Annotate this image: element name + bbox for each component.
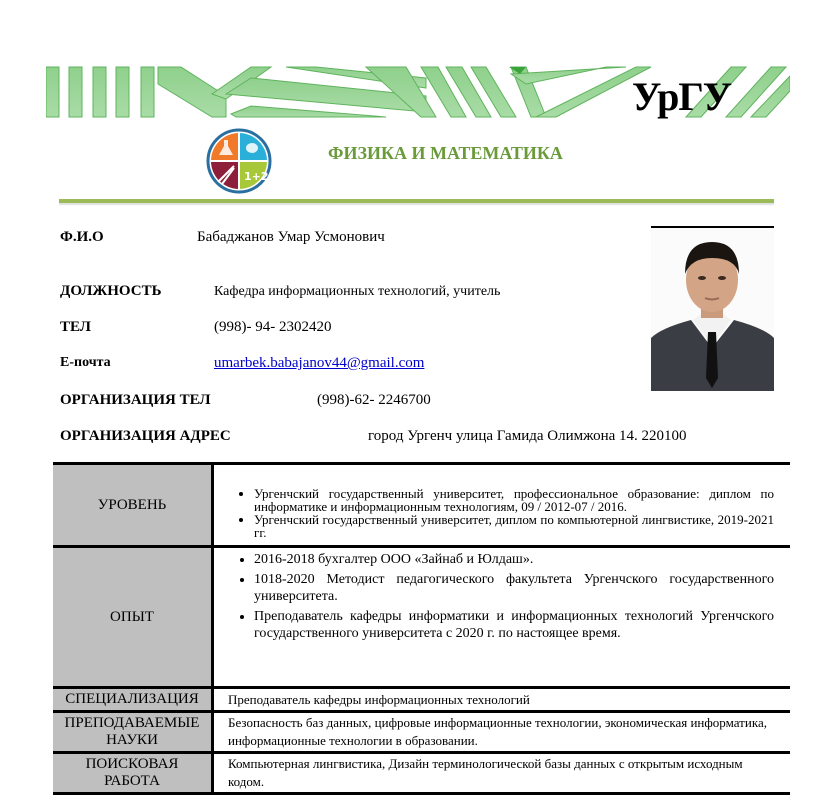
org-address-value: город Ургенч улица Гамида Олимжона 14. 220100 [368,428,687,444]
table-row-subjects [53,712,790,753]
faculty-title: ФИЗИКА И МАТЕМАТИКА [328,143,563,163]
profile-photo [651,226,774,391]
specialization-value: Преподаватель кафедры информационных технологий [213,688,791,712]
list-item: • 1018-2020 Методист педагогического факультета Ургенчского государственного университета. [254,571,774,605]
level-list [228,487,774,539]
phone-value: (998)- 94- 2302420 [214,319,332,335]
org-address-label: ОРГАНИЗАЦИЯ АДРЕС [60,428,231,444]
header-divider [59,199,774,203]
experience-list [228,551,774,642]
org-phone-value: (998)-62- 2246700 [317,392,431,408]
subjects-value: Безопасность баз данных, цифровые информационные технологии, экономическая информатика, информационные технологии в образовании. [213,712,791,753]
university-abbreviation: УрГУ [632,74,732,119]
experience-header: ОПЫТ [53,547,213,688]
list-item: • Ургенчский государственный университет, профессиональное образование: диплом по информатике и информационным технологиям, 09 / 2012-07 / 2016. [254,487,774,513]
level-header: УРОВЕНЬ [53,464,213,547]
faculty-logo-icon [206,128,272,194]
research-header [53,753,213,794]
subjects-header-line1: ПРЕПОДАВАЕМЫЕ [64,715,200,731]
list-item: • 2016-2018 бухгалтер ООО «Зайнаб и Юлдаш». [254,551,774,568]
research-header-line2: РАБОТА [104,773,160,789]
fio-value: Бабаджанов Умар Усмонович [197,229,385,245]
list-item: • Преподаватель кафедры информатики и информационных технологий Ургенчского государственного университета с 2020 г. по настоящее время. [254,608,774,642]
fio-label: Ф.И.О [60,229,104,245]
research-value: Компьютерная лингвистика, Дизайн терминологической базы данных с открытым исходным кодом. [213,753,791,794]
subjects-header-line2: НАУКИ [106,732,158,748]
position-value: Кафедра информационных технологий, учитель [214,284,501,299]
svg-text:1+2: 1+2 [244,170,269,183]
email-label: Е-почта [60,355,111,370]
email-link[interactable]: umarbek.babajanov44@gmail.com [214,355,425,371]
table-row-level [53,464,790,547]
position-label: ДОЛЖНОСТЬ [60,283,162,299]
specialization-header: СПЕЦИАЛИЗАЦИЯ [53,688,213,712]
phone-label: ТЕЛ [60,319,91,335]
list-item: • Ургенчский государственный университет, диплом по компьютерной лингвистике, 2019-2021 гг. [254,513,774,539]
subjects-header [53,712,213,753]
table-row-specialization [53,688,790,712]
resume-table [53,462,790,795]
table-row-research [53,753,790,794]
table-row-experience [53,547,790,688]
research-header-line1: ПОИСКОВАЯ [85,756,179,772]
org-phone-label: ОРГАНИЗАЦИЯ ТЕЛ [60,392,211,408]
